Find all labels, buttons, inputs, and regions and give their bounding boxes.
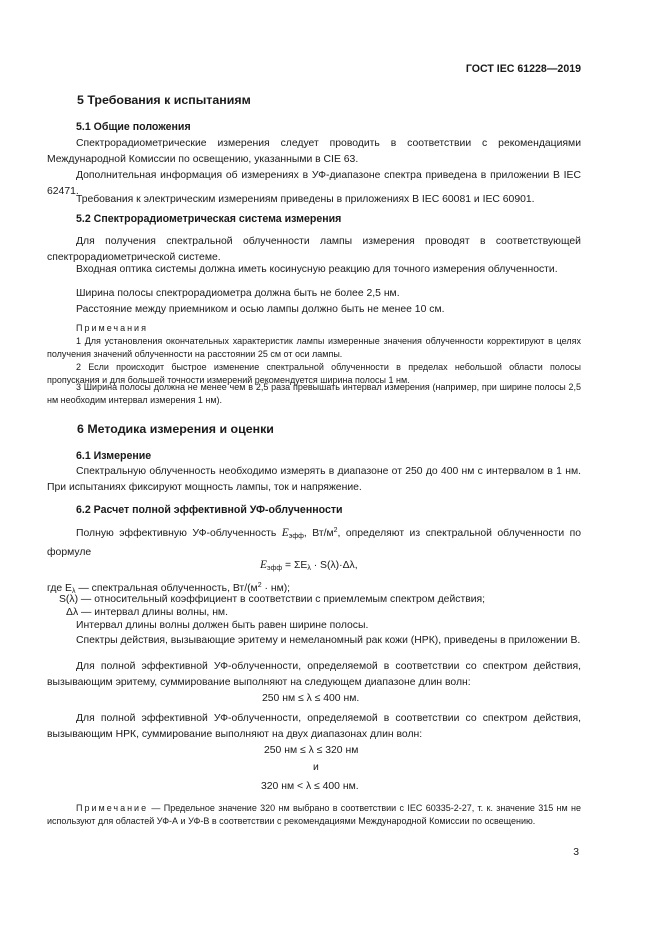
- s51-paragraph-2: Дополнительная информация об измерениях в УФ-диапазоне спектра приведена в приложении В IEC 62471.: [47, 170, 581, 197]
- s51-paragraph-3: Требования к электрическим измерениям приведены в приложениях B IEC 60081 и IEC 60901.: [76, 194, 535, 205]
- wavelength-range-2: 250 нм ≤ λ ≤ 320 нм: [264, 745, 359, 756]
- s62-paragraph-5: Для полной эффективной УФ-облученности, определяемой в соответствии со спектром действия, вызывающим НРК, суммирование выполняют на двух диапазонах длин волн:: [47, 713, 581, 740]
- formula-effective-irradiance: $E_{эфф} = \Sigma E_\lambda \cdot S(\lambda)\cdot\Delta\lambda$,: [260, 559, 358, 572]
- s62-paragraph-2: Интервал длины волны должен быть равен ширине полосы.: [76, 620, 369, 631]
- section-5-heading: 5 Требования к испытаниям: [77, 93, 251, 107]
- notes-label: Примечания: [76, 323, 148, 333]
- s52-paragraph-2: Входная оптика системы должна иметь косинусную реакцию для точного измерения облученности.: [76, 264, 558, 275]
- s51-paragraph-1: Спектрорадиометрические измерения следует проводить в соответствии с рекомендациями Международной Комиссии по освещению, указанными в CIE 63.: [47, 138, 581, 165]
- section-6-1-heading: 6.1 Измерение: [76, 450, 152, 462]
- page-number: 3: [573, 847, 579, 858]
- section-6-heading: 6 Методика измерения и оценки: [77, 422, 274, 436]
- note-2: 2 Если происходит быстрое изменение спектральной облученности в пределах небольшой области полосы пропускания и для большей точности измерений рекомендуется ширина полосы 1 нм.: [47, 362, 581, 385]
- s61-paragraph-1: Спектральную облученность необходимо измерять в диапазоне от 250 до 400 нм с интервалом в 1 нм. При испытаниях фиксируют мощность лампы, ток и напряжение.: [47, 466, 581, 493]
- wavelength-range-1: 250 нм ≤ λ ≤ 400 нм.: [262, 693, 360, 704]
- note-1: 1 Для установления окончательных характеристик лампы измеренные значения облученности корректируют в целях получения значений облученности на расстоянии 25 см от оси лампы.: [47, 336, 581, 359]
- section-6-2-heading: 6.2 Расчет полной эффективной УФ-облученности: [76, 504, 343, 516]
- final-note: Примечание — Предельное значение 320 нм выбрано в соответствии с IEC 60335-2-27, т. к. значение 315 нм не используют для областей УФ-А и УФ-В в соответствии с рекомендациями Международной Комиссии по освещению.: [47, 803, 581, 826]
- wavelength-range-3: 320 нм < λ ≤ 400 нм.: [261, 781, 359, 792]
- where-line-1: где $E_\lambda$ — спектральная облученность, $Вт/(м^2 \cdot нм)$;: [47, 582, 291, 595]
- s62-paragraph-4: Для полной эффективной УФ-облученности, определяемой в соответствии со спектром действия, вызывающим эритему, суммирование выполняют на следующем диапазоне длин волн:: [47, 661, 581, 688]
- where-line-3: Δλ — интервал длины волны, нм.: [66, 607, 228, 618]
- s52-paragraph-3: Ширина полосы спектрорадиометра должна быть не более 2,5 нм.: [76, 288, 400, 299]
- s62-paragraph-1: Полную эффективную УФ-облученность $E_{эфф}$, $Вт/м^2$, определяют из спектральной облученности по формуле: [47, 527, 581, 558]
- section-5-1-heading: 5.1 Общие положения: [76, 121, 191, 133]
- document-id: ГОСТ IEC 61228—2019: [465, 63, 581, 75]
- range-conjunction: и: [313, 762, 319, 773]
- note-3: 3 Ширина полосы должна не менее чем в 2,5 раза превышать интервал измерения (например, при ширине полосы 2,5 нм необходим интервал измерения 1 нм).: [47, 382, 581, 405]
- s62-paragraph-3: Спектры действия, вызывающие эритему и немеланомный рак кожи (НРК), приведены в приложении В.: [76, 635, 581, 646]
- section-5-2-heading: 5.2 Спектрорадиометрическая система измерения: [76, 213, 342, 225]
- s52-paragraph-4: Расстояние между приемником и осью лампы должно быть не менее 10 см.: [76, 304, 445, 315]
- where-line-2: S(λ) — относительный коэффициент в соответствии с приемлемым спектром действия;: [59, 594, 486, 605]
- s52-paragraph-1: Для получения спектральной облученности лампы измерения проводят в соответствующей спектрорадиометрической системе.: [47, 236, 581, 263]
